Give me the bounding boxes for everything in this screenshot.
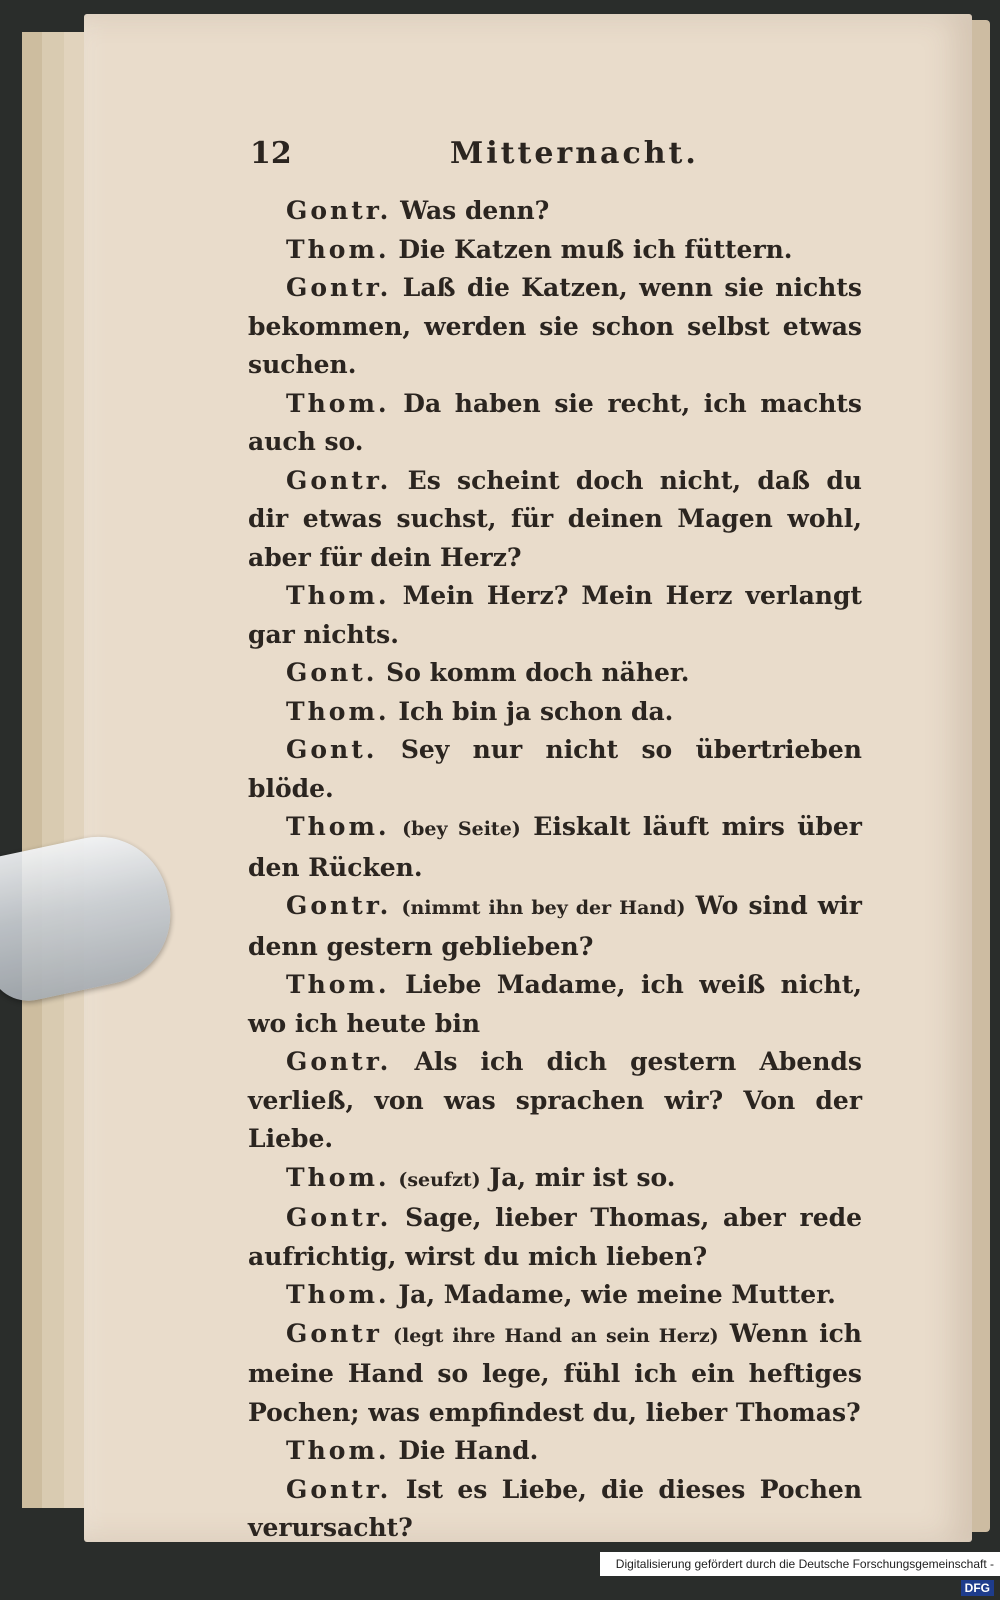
dialogue-line <box>248 1043 862 1159</box>
stage-direction: (bey Seite) <box>402 818 521 840</box>
dialogue-line <box>248 385 862 462</box>
line-text: Liebe Madame, ich weiß nicht, wo ich heute bin <box>248 970 862 1038</box>
dialogue-line <box>248 1276 862 1315</box>
dialogue-line <box>248 693 862 732</box>
page-header <box>250 136 860 176</box>
line-text: Da haben sie recht, ich machts auch so. <box>248 388 862 456</box>
line-text: So komm doch näher. <box>386 658 690 687</box>
line-text: Sey nur nicht so übertrieben blöde. <box>248 735 862 803</box>
dialogue-line <box>248 462 862 578</box>
dialogue-line <box>248 887 862 966</box>
line-text: Ist es Liebe, die dieses Pochen verursacht? <box>248 1474 862 1542</box>
page-number: 12 <box>250 136 292 171</box>
running-title: Mitternacht. <box>450 136 699 171</box>
stage-direction: (nimmt ihn bey der Hand) <box>401 897 686 919</box>
line-text: Laß die Katzen, wenn sie nichts bekommen, werden sie schon selbst etwas suchen. <box>248 273 862 379</box>
speaker-name: Thom. <box>286 388 390 418</box>
line-text: Als ich dich gestern Abends verließ, von was sprachen wir? Von der Liebe. <box>248 1047 862 1153</box>
speaker-name: Thom. <box>286 1280 390 1309</box>
dfg-logo: DFG <box>961 1580 994 1596</box>
dialogue-line <box>248 731 862 808</box>
line-text: Eiskalt läuft mirs über den Rücken. <box>248 812 862 882</box>
dialogue-line <box>248 192 862 231</box>
line-text: Die Katzen muß ich füttern. <box>398 234 793 264</box>
speaker-name: Gontr. <box>286 273 392 302</box>
dialogue-text <box>248 192 862 1548</box>
dialogue-line <box>248 1471 862 1548</box>
dialogue-line <box>248 231 862 270</box>
line-text: Sage, lieber Thomas, aber rede aufrichtig, wirst du mich lieben? <box>248 1203 862 1271</box>
line-text: Wo sind wir denn gestern geblieben? <box>248 891 862 961</box>
dialogue-line <box>248 1315 862 1433</box>
speaker-name: Gontr. <box>286 1474 392 1504</box>
page-edge-stack <box>64 32 86 1508</box>
speaker-name: Thom. <box>286 696 390 726</box>
speaker-name: Thom. <box>286 234 390 264</box>
dialogue-line <box>248 1432 862 1471</box>
line-text: Was denn? <box>400 196 550 225</box>
stage-direction: (legt ihre Hand an sein Herz) <box>393 1324 719 1347</box>
line-text: Ich bin ja schon da. <box>398 696 674 726</box>
dialogue-line <box>248 1159 862 1200</box>
speaker-name: Gontr. <box>286 465 392 495</box>
line-text: Die Hand. <box>398 1436 539 1465</box>
line-text: Ja, mir ist so. <box>489 1162 676 1192</box>
dialogue-line <box>248 654 862 693</box>
speaker-name: Gontr. <box>286 1047 392 1076</box>
speaker-name: Gontr. <box>286 1203 392 1232</box>
dialogue-line <box>248 808 862 887</box>
line-text: Mein Herz? Mein Herz verlangt gar nichts. <box>248 581 862 649</box>
digitization-credit <box>600 1552 1000 1595</box>
line-text: Wenn ich meine Hand so lege, fühl ich ein heftiges Pochen; was empfindest du, lieber Thomas? <box>248 1318 862 1427</box>
speaker-name: Gont. <box>286 658 378 687</box>
dialogue-line <box>248 269 862 385</box>
stage-direction: (seufzt) <box>398 1168 481 1191</box>
speaker-name: Thom. <box>286 1162 390 1192</box>
speaker-name: Gontr. <box>286 196 392 225</box>
line-text: Ja, Madame, wie meine Mutter. <box>398 1280 836 1309</box>
speaker-name: Thom. <box>286 581 390 610</box>
speaker-name: Thom. <box>286 812 390 841</box>
dialogue-line <box>248 966 862 1043</box>
dialogue-line <box>248 577 862 654</box>
speaker-name: Gont. <box>286 735 378 764</box>
speaker-name: Gontr <box>286 1318 382 1348</box>
dialogue-line <box>248 1199 862 1276</box>
page-edge-stack <box>42 32 64 1508</box>
line-text: Es scheint doch nicht, daß du dir etwas suchst, für deinen Magen wohl, aber für dein Herz? <box>248 465 862 572</box>
credit-text: Digitalisierung gefördert durch die Deutsche Forschungsgemeinschaft - <box>615 1557 994 1571</box>
speaker-name: Thom. <box>286 1436 390 1465</box>
speaker-name: Thom. <box>286 970 390 999</box>
speaker-name: Gontr. <box>286 891 392 920</box>
page-edge-stack <box>22 32 42 1508</box>
